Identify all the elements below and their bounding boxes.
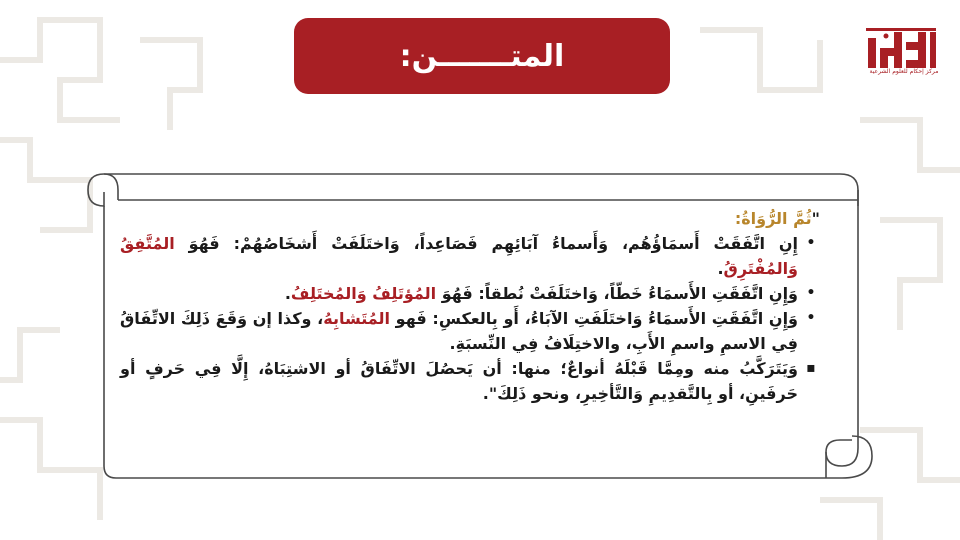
item-text: وَيَتَرَكَّبُ منه ومِمَّا قَبْلَهُ أنواعٌ؛ منها: أن يَحصُلَ الاتِّفَاقُ أو الاشتِبَاهُ، إِلَّا فِي حَرفٍ أو حَرفَينِ، أو بِالتَّقدِيمِ وَالتَّأخِيرِ، ونحو ذَلِكَ [120,359,798,403]
heading-line [120,206,820,231]
opening-quote: " [811,209,820,228]
item-after: . [284,284,291,303]
item-term: المُتَشابِهُ [323,309,391,328]
list-item [120,356,820,406]
bullet-icon: • [806,235,816,251]
square-bullet-icon: ▪ [806,360,816,376]
matn-text [120,206,820,406]
bullet-icon: • [806,285,816,301]
item-term: المُؤتَلِفُ وَالمُختَلِفُ [290,284,437,303]
section-heading: ثُمَّ الرُّوَاةُ: [734,209,812,228]
item-term: المُتَّفِقُ وَالمُفْتَرِقُ [120,234,798,278]
item-text: وَإِنِ اتَّفَقَتِ الأَسمَاءُ خَطّاً، وَاختَلَفَتْ نُطقاً: فَهُوَ [436,284,798,303]
item-after: ، وكذا إن وَقَعَ ذَلِكَ الاتِّفَاقُ فِي الاسمِ واسمِ الأَبِ، والاختِلَافُ فِي النِّسبَةِ. [120,309,798,353]
page-title: المتـــــــن: [399,38,565,74]
logo-subtitle: مركز إحكام للعلوم الشرعية [869,68,939,75]
list-item [120,231,820,281]
item-text: إِنِ اتَّفَقَتْ أَسمَاؤُهُم، وَأَسماءُ آبَائِهِم فَصَاعِداً، وَاختَلَفَتْ أَشخَاصُهُمْ: فَهُوَ [174,234,798,253]
item-after: . [717,259,724,278]
item-text: وَإِنِ اتَّفَقَتِ الأَسمَاءُ وَاختَلَفَتِ الآبَاءُ، أَو بِالعكسِ: فَهو [390,309,799,328]
items-list [120,231,820,406]
item-after: ". [482,384,498,403]
list-item [120,281,820,306]
list-item [120,306,820,356]
bullet-icon: • [806,310,816,326]
